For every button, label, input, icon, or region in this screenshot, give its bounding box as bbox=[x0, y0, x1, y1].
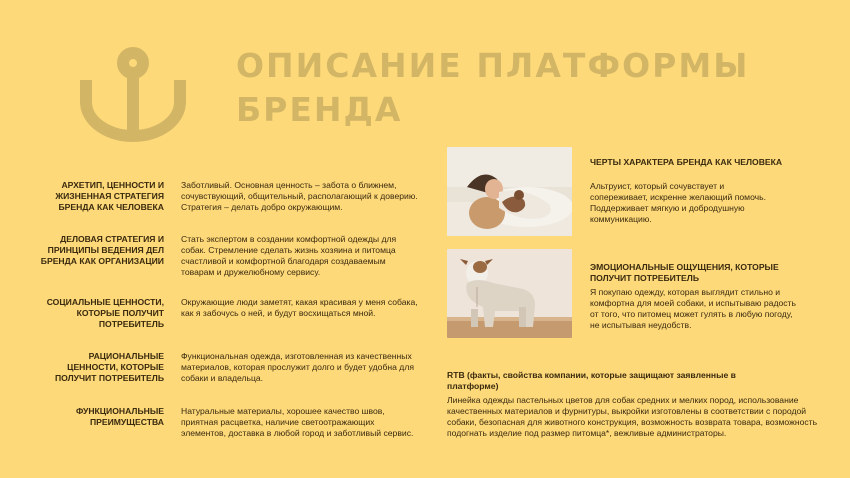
row-label: ФУНКЦИОНАЛЬНЫЕ ПРЕИМУЩЕСТВА bbox=[75, 406, 164, 427]
row-text: Заботливый. Основная ценность – забота о ближнем, сочувствующий, общительный, располагающий к доверию. Стратегия – делать добро окружающим. bbox=[181, 180, 418, 212]
brand-character-text: Альтруист, который сочувствует и сопереживает, искренне желающий помочь. Поддерживает мягкую и добродушную коммуникацию. bbox=[590, 181, 767, 224]
emotional-feelings-heading: ЭМОЦИОНАЛЬНЫЕ ОЩУЩЕНИЯ, КОТОРЫЕ ПОЛУЧИТ ПОТРЕБИТЕЛЬ bbox=[590, 262, 779, 283]
row-label: РАЦИОНАЛЬНЫЕ ЦЕННОСТИ, КОТОРЫЕ ПОЛУЧИТ ПОТРЕБИТЕЛЬ bbox=[55, 351, 164, 383]
row-label: ДЕЛОВАЯ СТРАТЕГИЯ И ПРИНЦИПЫ ВЕДЕНИЯ ДЕЛ БРЕНДА КАК ОРГАНИЗАЦИИ bbox=[40, 234, 164, 266]
dog-in-clothes-photo bbox=[447, 249, 572, 338]
page-title: ОПИСАНИЕ ПЛАТФОРМЫ БРЕНДА bbox=[236, 46, 750, 129]
rtb-text: Линейка одежды пастельных цветов для собак средних и мелких пород, использование качественных материалов и фурнитуры, выкройки изготовлены в соответствии с породой собаки, безопасная для животного конструкция, возможность возврата товара, возможность подогнать изделие под размер питомца*, вежливые администраторы. bbox=[447, 395, 818, 438]
row-label: СОЦИАЛЬНЫЕ ЦЕННОСТИ, КОТОРЫЕ ПОЛУЧИТ ПОТРЕБИТЕЛЬ bbox=[46, 297, 164, 329]
row-text: Функциональная одежда, изготовленная из качественных материалов, которая прослужит долго и будет удобна для собаки и владельца. bbox=[181, 351, 414, 383]
row-text: Окружающие люди заметят, какая красивая у меня собака, как я забочусь о ней, и будут восхищаться мной. bbox=[181, 297, 418, 318]
anchor-logo-icon bbox=[78, 44, 188, 142]
row-text: Натуральные материалы, хорошее качество швов, приятная расцветка, наличие светоотражающих элементов, доставка в любой город и заботливый сервис. bbox=[181, 406, 414, 438]
woman-with-dog-photo bbox=[447, 147, 572, 236]
row-label: АРХЕТИП, ЦЕННОСТИ И ЖИЗНЕННАЯ СТРАТЕГИЯ БРЕНДА КАК ЧЕЛОВЕКА bbox=[55, 180, 164, 212]
row-text: Стать экспертом в создании комфортной одежды для собак. Стремление сделать жизнь хозяина и питомца счастливой и комфортной благодаря создаваемым товарам и дружелюбному сервису. bbox=[181, 234, 397, 277]
emotional-feelings-text: Я покупаю одежду, которая выглядит стильно и комфортна для моей собаки, и испытываю радость от того, что питомец может гулять в любую погоду, не испытывая неудобств. bbox=[590, 287, 796, 330]
brand-character-heading: ЧЕРТЫ ХАРАКТЕРА БРЕНДА КАК ЧЕЛОВЕКА bbox=[590, 157, 783, 167]
rtb-heading: RTB (факты, свойства компании, которые защищают заявленные в платформе) bbox=[447, 370, 736, 391]
